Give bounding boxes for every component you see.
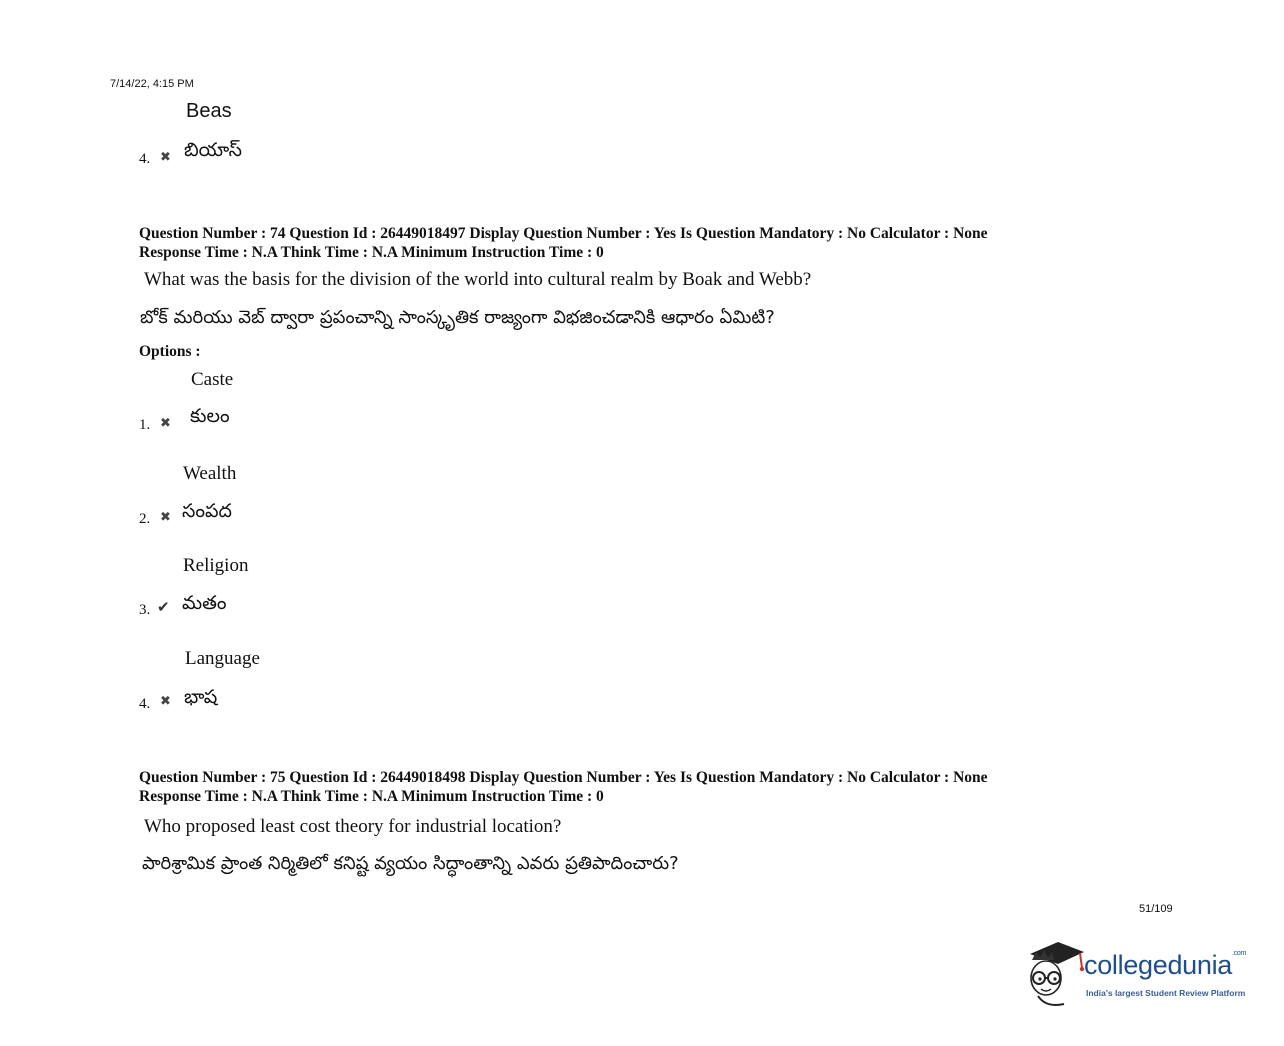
q74-meta-line-1: Question Number : 74 Question Id : 26449018497 Display Question Number : Yes Is Question Mandatory : No Calculator : None — [139, 225, 988, 242]
q74-option-1-telugu: కులం — [190, 405, 230, 427]
mascot-icon — [1024, 938, 1086, 1010]
q74-option-3-english: Religion — [183, 555, 249, 576]
q74-option-2-telugu: సంపద — [182, 500, 232, 522]
q75-meta-line-2: Response Time : N.A Think Time : N.A Minimum Instruction Time : 0 — [139, 788, 604, 805]
prev-option-4-number: 4. — [139, 151, 151, 167]
q75-meta-line-1: Question Number : 75 Question Id : 26449018498 Display Question Number : Yes Is Question Mandatory : No Calculator : None — [139, 769, 988, 786]
page-number: 51/109 — [1139, 903, 1173, 915]
cross-icon: ✖ — [160, 510, 171, 525]
q74-option-1-english: Caste — [191, 369, 234, 390]
logo-wordmark: collegedunia$^{.com}$ — [1084, 950, 1247, 980]
collegedunia-logo — [1024, 938, 1264, 1012]
logo-tagline: India's largest Student Review Platform — [1086, 988, 1246, 998]
q75-text-english: Who proposed least cost theory for industrial location? — [144, 816, 562, 837]
print-timestamp: 7/14/22, 4:15 PM — [110, 78, 194, 90]
cross-icon: ✖ — [160, 416, 171, 431]
prev-option-4-telugu: బియాస్ — [184, 139, 242, 161]
q74-option-2-english: Wealth — [183, 463, 237, 484]
prev-option-4-english: Beas — [186, 100, 232, 122]
cross-icon: ✖ — [160, 694, 171, 709]
q74-option-4-telugu: భాష — [184, 686, 218, 708]
q74-option-3-telugu: మతం — [182, 592, 227, 614]
check-icon: ✔ — [157, 598, 170, 616]
cross-icon: ✖ — [160, 150, 171, 165]
q74-option-1-number: 1. — [139, 417, 151, 433]
q75-text-telugu: పారిశ్రామిక ప్రాంత నిర్మితిలో కనిష్ట వ్యయం సిద్ధాంతాన్ని ఎవరు ప్రతిపాదించారు? — [142, 853, 679, 874]
q74-option-3-number: 3. — [139, 602, 151, 618]
q74-meta-line-2: Response Time : N.A Think Time : N.A Minimum Instruction Time : 0 — [139, 244, 604, 261]
q74-option-2-number: 2. — [139, 511, 151, 527]
q74-text-telugu: బోక్ మరియు వెబ్ ద్వారా ప్రపంచాన్ని సాంస్కృతిక రాజ్యంగా విభజించడానికి ఆధారం ఏమిటి? — [140, 307, 775, 328]
options-label: Options : — [139, 343, 201, 360]
q74-text-english: What was the basis for the division of the world into cultural realm by Boak and Webb? — [144, 269, 812, 290]
q74-option-4-english: Language — [185, 648, 260, 669]
q74-option-4-number: 4. — [139, 696, 151, 712]
